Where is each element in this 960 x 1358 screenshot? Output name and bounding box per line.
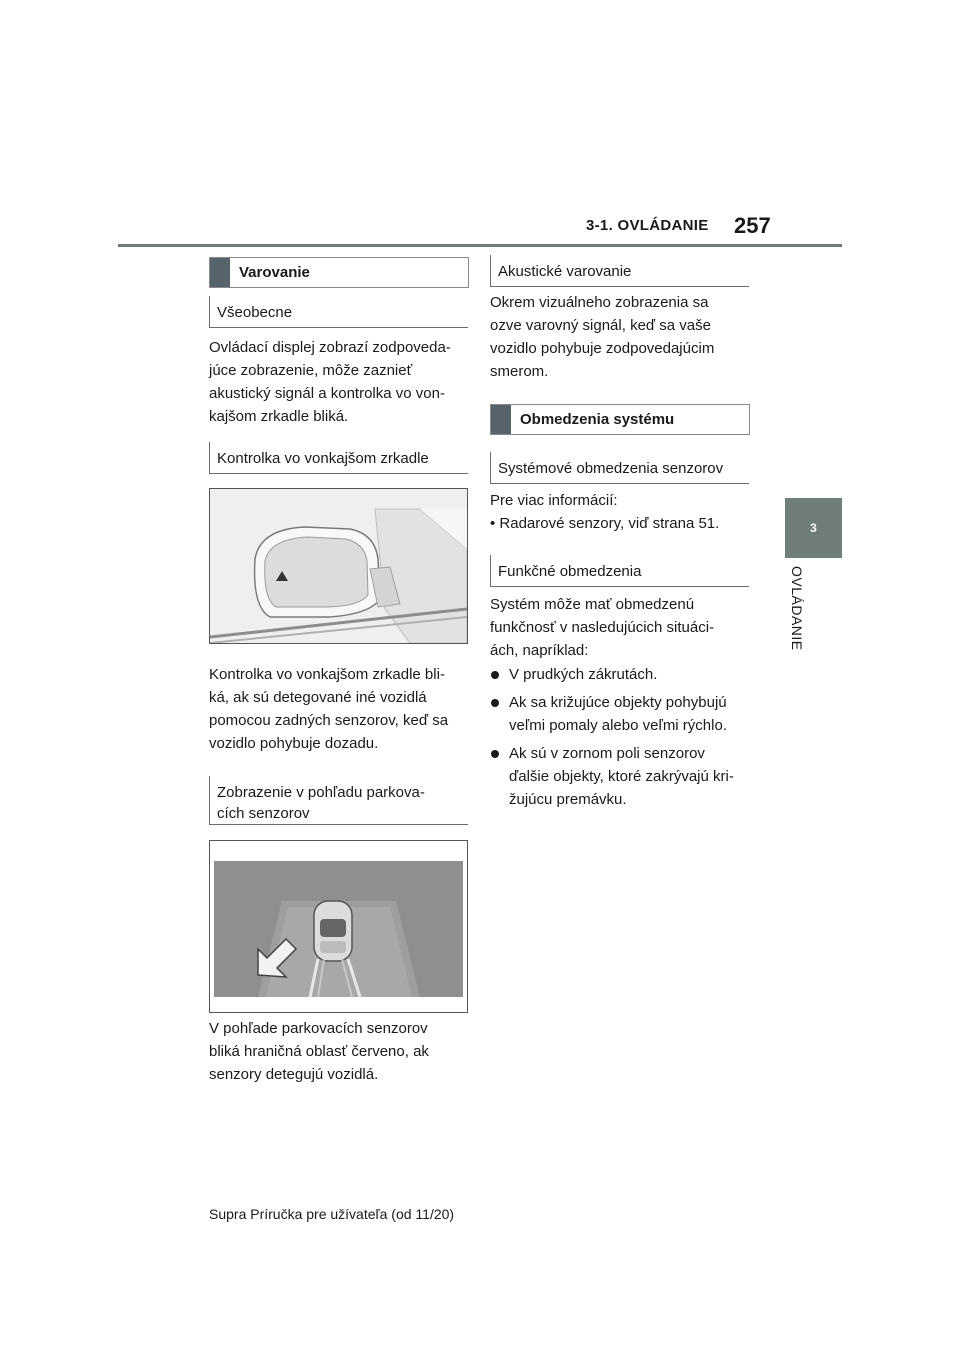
limits-heading: Obmedzenia systému	[520, 411, 675, 428]
parking-sensor-drawing	[210, 841, 467, 1012]
text-line: žujúcu premávku.	[509, 791, 627, 808]
footer-text: Supra Príručka pre užívateľa (od 11/20)	[209, 1206, 455, 1222]
text-line: cích senzorov	[217, 805, 310, 822]
bullet-icon	[491, 750, 499, 758]
paragraph-general	[209, 336, 471, 428]
text-line: Okrem vizuálneho zobrazenia sa	[490, 294, 709, 311]
chapter-number: 3	[810, 521, 817, 535]
text-line: bliká hraničná oblasť červeno, ak	[209, 1043, 429, 1060]
text-line: júce zobrazenie, môže zaznieť	[209, 362, 413, 379]
subheading-sensor-limits	[490, 452, 749, 484]
subheading-sensor-limits-text: Systémové obmedzenia senzorov	[498, 460, 724, 477]
heading-marker	[210, 258, 230, 287]
mirror-illustration	[209, 488, 468, 644]
text-line: veľmi pomaly alebo veľmi rýchlo.	[509, 717, 727, 734]
bullet-icon	[491, 699, 499, 707]
subheading-acoustic-text: Akustické varovanie	[498, 263, 632, 280]
text-line: akustický signál a kontrolka vo von-	[209, 385, 445, 402]
more-info-link[interactable]: • Radarové senzory, viď strana 51.	[490, 515, 720, 532]
bullet-icon	[491, 671, 499, 679]
subheading-mirror	[209, 442, 468, 474]
limits-heading-box	[490, 404, 750, 435]
list-item	[490, 663, 755, 686]
more-info-label: Pre viac informácií:	[490, 492, 618, 509]
text-line: ozve varovný signál, keď sa vaše	[490, 317, 711, 334]
text-line: Ak sa križujúce objekty pohybujú	[509, 694, 727, 711]
text-line: kajšom zrkadle bliká.	[209, 408, 349, 425]
limitations-list	[490, 663, 755, 811]
paragraph-functional	[490, 593, 752, 662]
header-divider	[118, 244, 842, 247]
paragraph-parking	[209, 1017, 471, 1086]
text-line: ďalšie objekty, ktoré zakrývajú kri-	[509, 768, 734, 785]
more-info-block	[490, 489, 752, 535]
text-line: Zobrazenie v pohľadu parkova-	[217, 784, 425, 801]
warning-heading-box	[209, 257, 469, 288]
subheading-functional-text: Funkčné obmedzenia	[498, 563, 642, 580]
chapter-label: OVLÁDANIE	[789, 566, 805, 651]
text-line: Ak sú v zornom poli senzorov	[509, 745, 705, 762]
text-line: Systém môže mať obmedzenú	[490, 596, 695, 613]
subheading-parking	[209, 776, 468, 825]
paragraph-mirror	[209, 663, 471, 755]
section-title: 3-1. OVLÁDANIE	[586, 217, 709, 234]
parking-sensor-illustration	[209, 840, 468, 1013]
text-line: vozidlo pohybuje zodpovedajúcim	[490, 340, 715, 357]
text-line: V prudkých zákrutách.	[509, 666, 658, 683]
subheading-mirror-text: Kontrolka vo vonkajšom zrkadle	[217, 450, 429, 467]
subheading-general-text: Všeobecne	[217, 304, 293, 321]
text-line: V pohľade parkovacích senzorov	[209, 1020, 428, 1037]
text-line: smerom.	[490, 363, 549, 380]
mirror-drawing	[210, 489, 467, 643]
list-item	[490, 742, 755, 811]
text-line: funkčnosť v nasledujúcich situáci-	[490, 619, 715, 636]
text-line: ká, ak sú detegované iné vozidlá	[209, 689, 427, 706]
text-line: Ovládací displej zobrazí zodpoveda-	[209, 339, 451, 356]
text-line: ách, napríklad:	[490, 642, 589, 659]
text-line: Kontrolka vo vonkajšom zrkadle bli-	[209, 666, 445, 683]
text-line: vozidlo pohybuje dozadu.	[209, 735, 379, 752]
warning-heading: Varovanie	[239, 264, 310, 281]
text-line: pomocou zadných senzorov, keď sa	[209, 712, 449, 729]
paragraph-acoustic	[490, 291, 752, 383]
subheading-functional	[490, 555, 749, 587]
subheading-acoustic	[490, 255, 749, 287]
page-number: 257	[734, 213, 771, 238]
list-item	[490, 691, 755, 737]
heading-marker	[491, 405, 511, 434]
subheading-general	[209, 296, 468, 328]
chapter-tab	[785, 498, 842, 558]
text-line: senzory detegujú vozidlá.	[209, 1066, 379, 1083]
